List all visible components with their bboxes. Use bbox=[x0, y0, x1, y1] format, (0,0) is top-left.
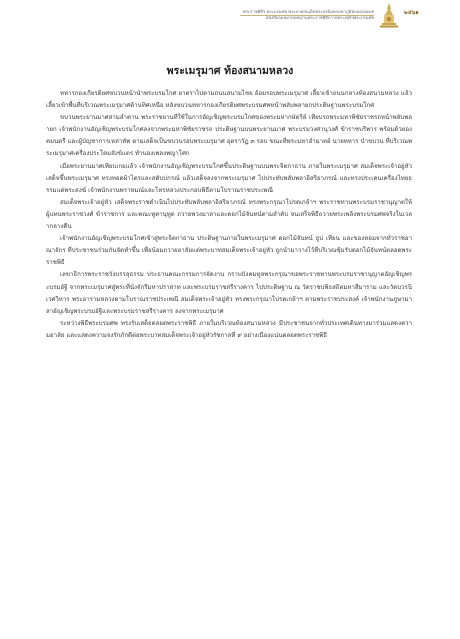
page-title: พระเมรุมาศ ท้องสนามหลวง bbox=[166, 65, 294, 77]
paragraph: เลขาธิการพระราชวังบรรลุธรรม ประธานคณะกรรมการจัดงาน กราบบังคมทูลพระกรุณาขอพระราชทานพระบรมราชานุญาตอัญเชิญพระบรมอัฐิ จากพระเมรุมาศสู่พระที่นั่งจักรีมหาปราสาท และพระบรมราชสรีรางคาร ไปประดิษฐาน ณ วัดราชบพิธสถิตมหาสีมาราม และวัดบวรนิเวศวิหาร พระอารามหลวงตามโบราณราชประเพณี สมเด็จพระเจ้าอยู่หัว ทรงพระกรุณาโปรดเกล้าฯ ตามพระราชประสงค์ เจ้าพนักงานภูษามาลาอัญเชิญพระบรมอัฐิและพระบรมราชสรีรางคาร ลงจากพระเมรุมาศ bbox=[46, 271, 412, 315]
paragraph: ระหว่างพิธีพระบรมศพ ทรงรับเสด็จตลอดพระราชพิธี ภายในบริเวณท้องสนามหลวง มีประชาชนจากทั่วประเทศเดินทางมาร่วมแสดงความอาลัย และแสดงความจงรักภักดีต่อพระบาทสมเด็จพระเจ้าอยู่หัวรัชกาลที่ ๙ อย่างเนืองแน่นตลอดพระราชพิธี bbox=[46, 319, 412, 339]
paragraph: เมื่อพระยานมาศเทียบเกยแล้ว เจ้าพนักงานอัญเชิญพระบรมโกศขึ้นประดิษฐานบนพระจิตกาธาน ภายในพระเมรุมาศ สมเด็จพระเจ้าอยู่หัว เสด็จขึ้นพระเมรุมาศ ทรงทอดผ้าไตรและสดับปกรณ์ แล้วเสด็จลงจากพระเมรุมาศ ไปประทับพลับพลาอิสริยาภรณ์ และทรงประเคนเครื่องไทยธรรมแด่พระสงฆ์ เจ้าพนักงานพราหมณ์และโหรหลวงประกอบพิธีตามโบราณราชประเพณี bbox=[46, 162, 412, 194]
paragraph: สมเด็จพระเจ้าอยู่หัว เสด็จพระราชดำเนินไปประทับพลับพลาอิสริยาภรณ์ ทรงพระกรุณาโปรดเกล้าฯ พระราชทานพระบรมราชานุญาตให้ผู้แทนพระราชวงศ์ ข้าราชการ และคณะทูตานุทูต ถวายพวงมาลาและดอกไม้จันทน์ตามลำดับ จนเสร็จพิธีถวายพระเพลิงพระบรมศพจริงในเวลากลางคืน bbox=[46, 198, 412, 231]
header-line-1: พระราชพิธีฯ พระบรมศพ พระบาทสมเด็จพระปรมินทรมหาภูมิพลอดุลยเดช bbox=[242, 9, 374, 14]
page-header bbox=[0, 0, 460, 36]
royal-emblem-icon bbox=[378, 2, 400, 30]
paragraph: ทหารกองเกียรติยศขบวนหน้านำพระบรมโกศ ยาตราไปตามถนนสนามไชย อ้อมรอบพระเมรุมาศ เลี้ยวเข้าถนนกลางท้องสนามหลวง แล้วเลี้ยวเข้าพื้นที่บริเวณพระเมรุมาศด้านทิศเหนือ หลังขบวนทหารกองเกียรติยศพระบรมศพหน้าพลับพลายกประดิษฐานพระบรมโกศ bbox=[46, 90, 412, 110]
body-text bbox=[46, 88, 412, 342]
paragraph: ขบวนพระยานมาศสามลำคาน พระราชยานที่ใช้ในการอัญเชิญพระบรมโกศของพระมหากษัตริย์ เทียบรถพระมหาพิชัยราชรถหน้าพลับพลายก เจ้าพนักงานอัญเชิญพระบรมโกศลงจากพระมหาพิชัยราชรถ ประดิษฐานบนพระยานมาศ พระบรมวงศานุวงศ์ ข้าราชบริพาร พร้อมด้วยองคมนตรี และผู้บัญชาการเหล่าทัพ ตามเสด็จเป็นขบวนรอบพระเมรุมาศ อุตราวัฏ ๓ รอบ ขณะที่พระมหาอำมาตย์ นายทหาร นำขบวน ที่บริเวณพระเมรุมาศเครื่องประโคมสังข์แตร ทำนองเพลงพญาโศก bbox=[46, 114, 412, 158]
header-line-2: หนังสือจดหมายเหตุงานพระราชพิธีถวายพระเพลิงพระบรมศพ bbox=[265, 15, 374, 20]
paragraph: เจ้าพนักงานอัญเชิญพระบรมโกศเข้าสู่พระจิตกาธาน ประดิษฐานภายในพระเมรุมาศ ดอกไม้จันทน์ ธูป เทียน และของหอมจากทั่วราชอาณาจักร ที่ประชาชนร่วมกันจัดทำขึ้น เพื่อน้อมถวายอาลัยแด่พระบาทสมเด็จพระเจ้าอยู่หัว ถูกนำมาวางไว้ที่บริเวณซุ้มรับดอกไม้จันทน์ตลอดพระราชพิธี bbox=[46, 235, 412, 267]
header-rule bbox=[240, 15, 374, 16]
header-year: ๒๕๖๑ bbox=[404, 10, 419, 16]
